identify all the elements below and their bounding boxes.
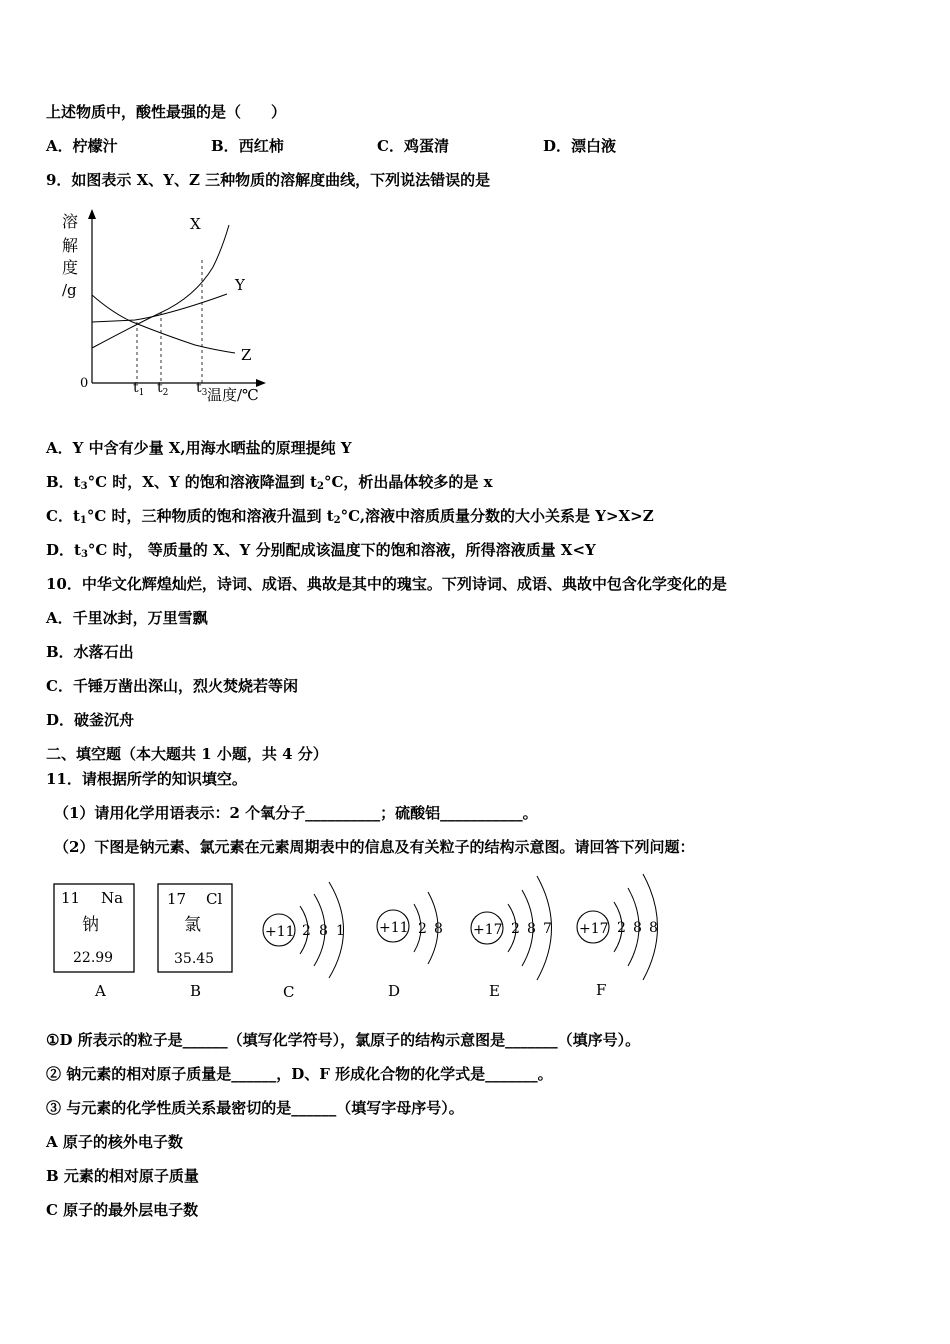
atom-diagram-f <box>577 874 658 999</box>
y-axis-arrow <box>88 209 96 219</box>
q9-option-b: B．$t_3^\circ C$ 时，X、Y 的饱和溶液降温到 $t_2^\circ C$，析出晶体较多的是 x <box>46 473 493 492</box>
nucleus-charge: +17 <box>473 922 503 938</box>
atom-diagram-e <box>471 876 552 1000</box>
section-title: 二、填空题（本大题共 1 小题，共 4 分） <box>46 745 328 763</box>
shell-electrons: 1 <box>336 923 345 939</box>
option-a <box>46 136 118 156</box>
shell-electrons: 8 <box>633 920 642 936</box>
nucleus-charge: +11 <box>265 924 295 940</box>
y-axis-label-char: 度 <box>62 258 79 277</box>
q11-part2: （2）下图是钠元素、氯元素在元素周期表中的信息及有关粒子的结构示意图。请回答下列问题： <box>54 838 695 856</box>
element-name: 氯 <box>184 915 201 935</box>
curve-z <box>92 295 235 353</box>
option-letter: C． <box>377 137 404 155</box>
q10-option-a: A．千里冰封，万里雪飘 <box>46 609 208 627</box>
atomic-number: 17 <box>167 890 187 908</box>
q10-option-d: D．破釜沉舟 <box>46 711 135 729</box>
figure-label-d: D <box>388 982 401 1000</box>
option-text: 柠檬汁 <box>72 137 118 155</box>
curve-y <box>92 294 227 322</box>
option-letter: B． <box>211 137 239 155</box>
curve-label-z: Z <box>241 346 252 364</box>
q11-sub2: ② 钠元素的相对原子质量是______，D、F 形成化合物的化学式是_______。 <box>46 1065 553 1083</box>
q9-option-c: C．$t_1^\circ C$ 时，三种物质的饱和溶液升温到 $t_2^\circ C$,溶液中溶质质量分数的大小关系是 Y>X>Z <box>46 507 654 526</box>
option-text: 漂白液 <box>571 137 617 155</box>
q9-option-d: D．$t_3^\circ C$ 时， 等质量的 X、Y 分别配成该温度下的饱和溶液，所得溶液质量 X<Y <box>46 541 596 560</box>
solubility-curve-chart <box>55 205 275 410</box>
element-name: 钠 <box>82 915 99 935</box>
curve-label-y: Y <box>235 276 245 294</box>
q11-sub3-option-a: A 原子的核外电子数 <box>46 1133 183 1151</box>
shell-electrons: 2 <box>302 923 311 939</box>
nucleus-charge: +11 <box>379 920 409 936</box>
q11-stem: 11．请根据所学的知识填空。 <box>46 770 247 788</box>
curve-label-x: X <box>190 215 201 233</box>
figure-label-e: E <box>489 982 500 1000</box>
option-letter: A． <box>46 137 73 155</box>
q10-stem: 10．中华文化辉煌灿烂，诗词、成语、典故是其中的瑰宝。下列诗词、成语、典故中包含化学变化的是 <box>46 575 727 593</box>
element-figure <box>40 868 680 1008</box>
y-axis-label-char: 解 <box>62 236 79 255</box>
tick-t1: $t_1$ <box>133 380 145 398</box>
tick-t2: $t_2$ <box>157 380 169 398</box>
shell-electrons: 7 <box>543 921 552 937</box>
shell-electrons: 2 <box>418 921 427 937</box>
q10-option-c: C．千锤万凿出深山，烈火焚烧若等闲 <box>46 677 298 695</box>
option-c <box>377 136 449 156</box>
figure-label-c: C <box>283 983 295 1001</box>
option-text: 西红柿 <box>238 137 284 155</box>
option-d <box>543 136 616 156</box>
figure-label-a: A <box>95 982 106 1000</box>
element-symbol: Na <box>101 889 124 907</box>
shell-electrons: 2 <box>617 920 626 936</box>
figure-label-f: F <box>596 981 607 999</box>
shell-electrons: 2 <box>511 921 520 937</box>
shell-electrons: 8 <box>649 920 658 936</box>
element-symbol: Cl <box>206 890 223 908</box>
atomic-mass: 35.45 <box>174 951 215 967</box>
q11-sub3: ③ 与元素的化学性质关系最密切的是______（填写字母序号）。 <box>46 1099 464 1117</box>
q9-option-a: A．Y 中含有少量 X,用海水晒盐的原理提纯 Y <box>46 439 352 457</box>
shell-electrons: 8 <box>527 921 536 937</box>
q10-option-b: B．水落石出 <box>46 643 134 661</box>
option-b <box>211 136 284 156</box>
y-axis-label-char: 溶 <box>62 212 79 231</box>
shell-electrons: 8 <box>434 921 443 937</box>
q9-stem: 9．如图表示 X、Y、Z 三种物质的溶解度曲线，下列说法错误的是 <box>46 171 491 189</box>
atom-diagram-d <box>377 892 443 1000</box>
y-axis-label-char: /g <box>62 281 77 299</box>
nucleus-charge: +17 <box>579 921 609 937</box>
figure-label-b: B <box>190 982 202 1000</box>
origin-label: 0 <box>80 376 89 391</box>
q11-part1: （1）请用化学用语表示：2 个氧分子__________；硫酸铝___________。 <box>54 804 538 822</box>
x-axis-label: 温度/℃ <box>207 386 259 404</box>
atomic-number: 11 <box>61 889 81 907</box>
shell-electrons: 8 <box>319 923 328 939</box>
q11-sub1: ①D 所表示的粒子是______（填写化学符号），氯原子的结构示意图是_______（填序号）。 <box>46 1031 641 1049</box>
question-prompt: 上述物质中，酸性最强的是（ ） <box>46 103 287 121</box>
q11-sub3-option-b: B 元素的相对原子质量 <box>46 1167 199 1185</box>
q11-sub3-option-c: C 原子的最外层电子数 <box>46 1201 199 1219</box>
curve-x <box>92 225 229 348</box>
atomic-mass: 22.99 <box>73 950 114 966</box>
tick-t3: $t_3$ <box>196 380 208 398</box>
atom-diagram-c <box>263 882 345 1001</box>
option-letter: D． <box>543 137 572 155</box>
option-text: 鸡蛋清 <box>403 137 449 155</box>
